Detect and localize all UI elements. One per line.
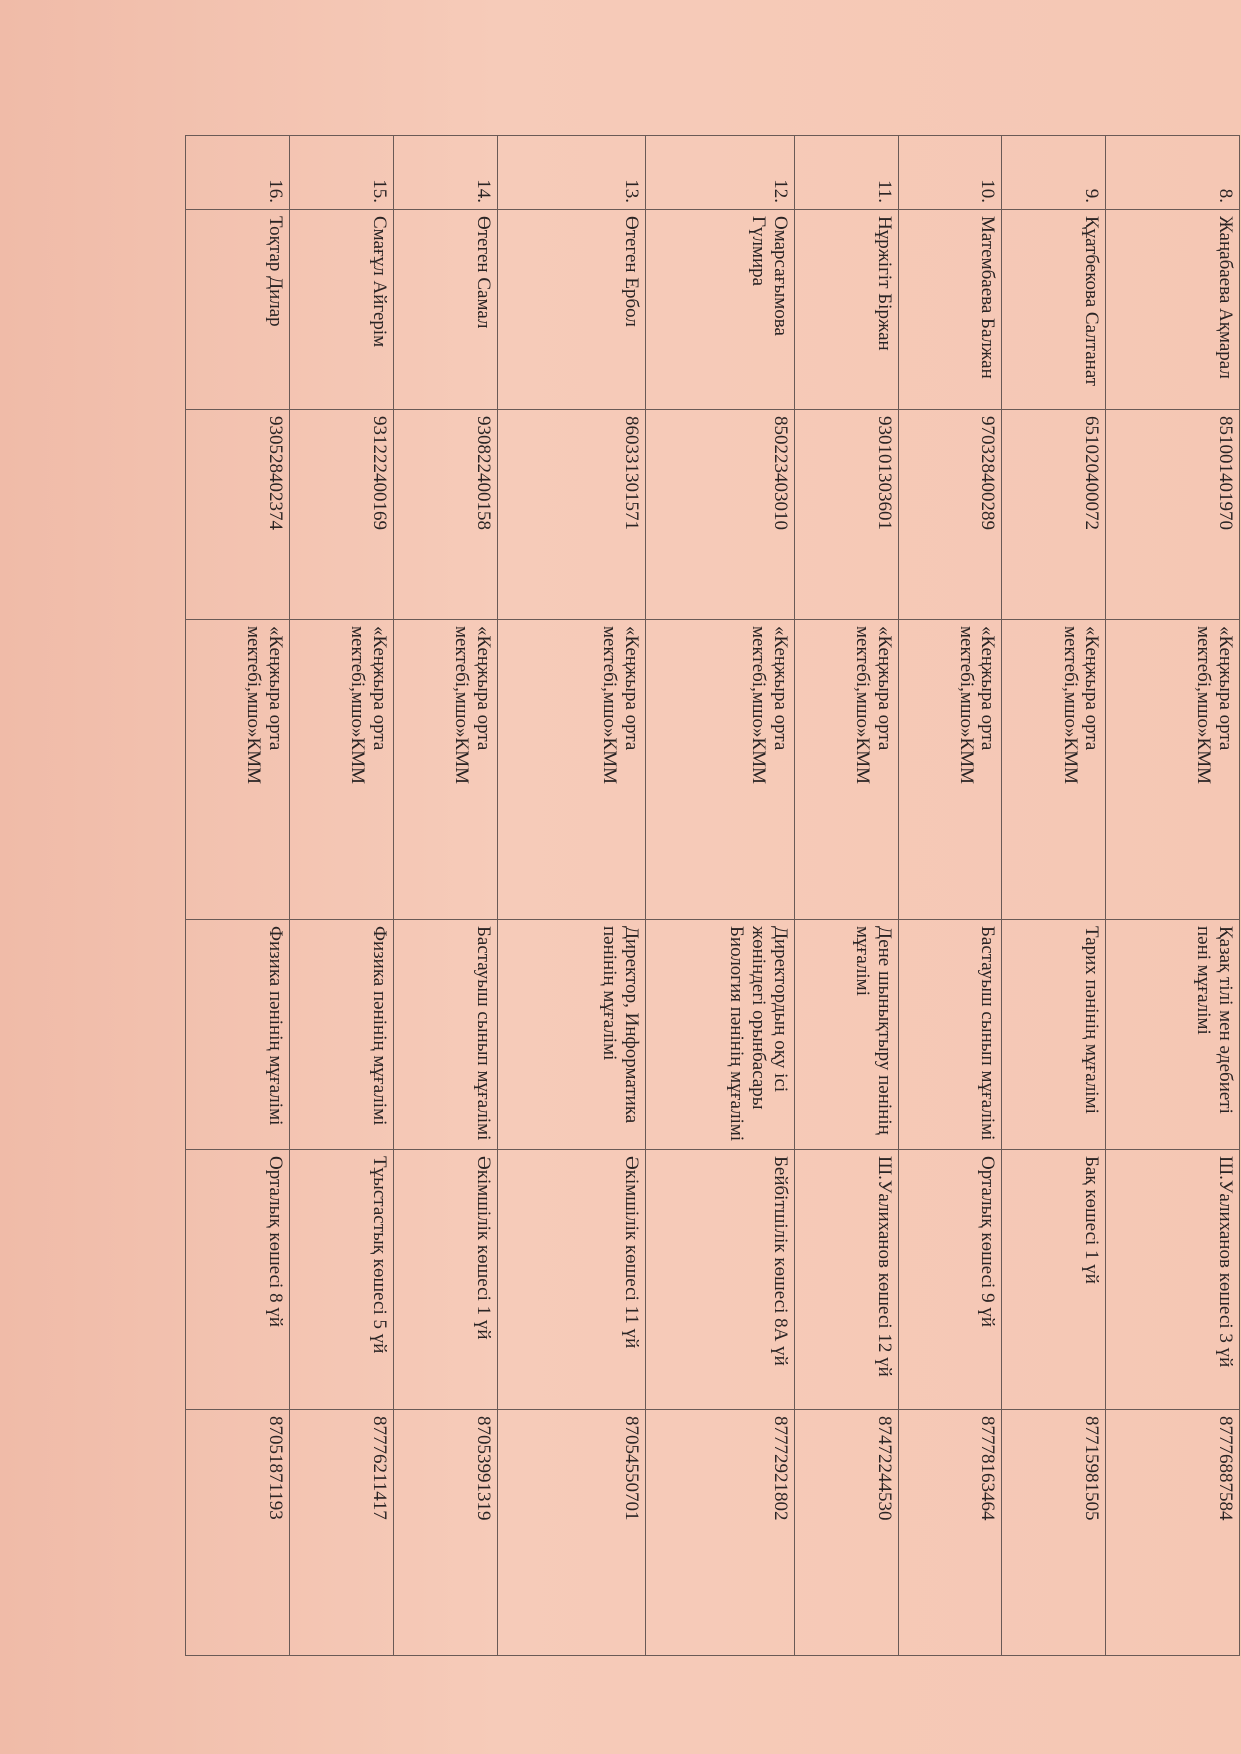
row-number: 16. [186, 136, 290, 210]
table-row [898, 136, 1002, 1656]
address: Орталық көшесі 9 үй [898, 1150, 1002, 1410]
phone: 87776887584 [1106, 1410, 1240, 1656]
iin: 930822400158 [393, 410, 497, 620]
job-position: Директор, Информатика пәнінің мұғалімі [497, 920, 645, 1150]
organization: «Кеңжыра орта мектебі,мшо»КММ [290, 620, 394, 920]
row-number: 15. [290, 136, 394, 210]
address: Әкімшілік көшесі 1 үй [393, 1150, 497, 1410]
staff-table [185, 135, 1240, 1656]
address: Бейбітшілік көшесі 8А үй [646, 1150, 794, 1410]
iin: 931222400169 [290, 410, 394, 620]
full-name: Матембаева Балжан [898, 210, 1002, 410]
address: Ш.Уалиханов көшесі 12 үй [794, 1150, 898, 1410]
rotated-page [185, 135, 1240, 1655]
address: Орталық көшесі 8 үй [186, 1150, 290, 1410]
full-name: Өтеген Ербол [497, 210, 645, 410]
job-position: Бастауыш сынып мұғалімі [898, 920, 1002, 1150]
table-row [497, 136, 645, 1656]
phone: 87778163464 [898, 1410, 1002, 1656]
table-row [646, 136, 794, 1656]
address: Тұыстастық көшесі 5 үй [290, 1150, 394, 1410]
row-number: 9. [1002, 136, 1106, 210]
full-name: Омарсағымова Гүлмира [646, 210, 794, 410]
organization: «Кеңжыра орта мектебі,мшо»КММ [186, 620, 290, 920]
organization: «Кеңжыра орта мектебі,мшо»КММ [794, 620, 898, 920]
organization: «Кеңжыра орта мектебі,мшо»КММ [497, 620, 645, 920]
full-name: Смағұл Айгерім [290, 210, 394, 410]
phone: 87776211417 [290, 1410, 394, 1656]
phone: 87053991319 [393, 1410, 497, 1656]
organization: «Кеңжыра орта мектебі,мшо»КММ [393, 620, 497, 920]
job-position: Физика пәнінің мұғалімі [290, 920, 394, 1150]
full-name: Өтеген Самал [393, 210, 497, 410]
phone: 87715981505 [1002, 1410, 1106, 1656]
iin: 850223403010 [646, 410, 794, 620]
full-name: Құатбекова Салтанат [1002, 210, 1106, 410]
iin: 851001401970 [1106, 410, 1240, 620]
row-number: 8. [1106, 136, 1240, 210]
full-name: Нұржігіт Біржан [794, 210, 898, 410]
phone: 87051871193 [186, 1410, 290, 1656]
row-number: 12. [646, 136, 794, 210]
iin: 970328400289 [898, 410, 1002, 620]
organization: «Кеңжыра орта мектебі,мшо»КММ [898, 620, 1002, 920]
iin: 651020400072 [1002, 410, 1106, 620]
phone: 87772921802 [646, 1410, 794, 1656]
job-position: Директордың оқу ісі жөніндегі орынбасары Биология пәнінің мұғалімі [646, 920, 794, 1150]
table-row [393, 136, 497, 1656]
iin: 930101303601 [794, 410, 898, 620]
job-position: Физика пәнінің мұғалімі [186, 920, 290, 1150]
organization: «Кеңжыра орта мектебі,мшо»КММ [1002, 620, 1106, 920]
organization: «Кеңжыра орта мектебі,мшо»КММ [646, 620, 794, 920]
row-number: 13. [497, 136, 645, 210]
row-number: 14. [393, 136, 497, 210]
row-number: 10. [898, 136, 1002, 210]
full-name: Жаңабаева Ақмарал [1106, 210, 1240, 410]
table-row [186, 136, 290, 1656]
table-row [1106, 136, 1240, 1656]
phone: 87054550701 [497, 1410, 645, 1656]
address: Ш.Уалиханов көшесі 3 үй [1106, 1150, 1240, 1410]
job-position: Дене шынықтыру пәнінің мұғалімі [794, 920, 898, 1150]
job-position: Бастауыш сынып мұғалімі [393, 920, 497, 1150]
table-row [794, 136, 898, 1656]
row-number: 11. [794, 136, 898, 210]
iin: 930528402374 [186, 410, 290, 620]
table-row [290, 136, 394, 1656]
organization: «Кеңжыра орта мектебі,мшо»КММ [1106, 620, 1240, 920]
phone: 87472244530 [794, 1410, 898, 1656]
job-position: Қазақ тілі мен әдебиеті пәні мұғалімі [1106, 920, 1240, 1150]
address: Әкімшілік көшесі 11 үй [497, 1150, 645, 1410]
iin: 860331301571 [497, 410, 645, 620]
table-row [1002, 136, 1106, 1656]
full-name: Тоқтар Дилар [186, 210, 290, 410]
job-position: Тарих пәнінің мұғалімі [1002, 920, 1106, 1150]
address: Бақ көшесі 1 үй [1002, 1150, 1106, 1410]
